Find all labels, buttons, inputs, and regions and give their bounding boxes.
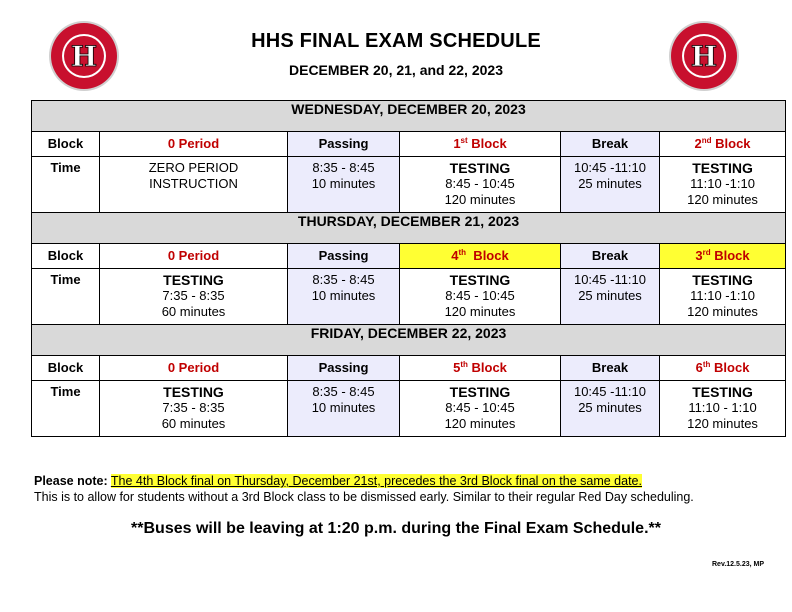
block-row-label: Block — [32, 244, 100, 269]
day-heading: THURSDAY, DECEMBER 21, 2023 — [32, 213, 786, 244]
block-name: 0 Period — [167, 360, 220, 375]
block-name: Break — [591, 360, 629, 375]
time-row — [32, 269, 786, 325]
time-cell-line: ZERO PERIOD — [148, 160, 239, 175]
time-cell-line: 8:45 - 10:45 — [445, 288, 515, 303]
block-name-cell — [100, 356, 288, 381]
block-ordinal-suffix: nd — [701, 136, 712, 145]
day-heading: WEDNESDAY, DECEMBER 20, 2023 — [32, 101, 786, 132]
block-name: Passing — [318, 360, 369, 375]
block-name-cell — [660, 132, 786, 157]
block-name-cell — [400, 244, 561, 269]
time-cell-line: 25 minutes — [578, 400, 642, 415]
block-name: Block — [467, 136, 507, 151]
block-name-cell — [561, 356, 660, 381]
note-highlight: The 4th Block final on Thursday, December 21st, precedes the 3rd Block final on the same date. — [110, 474, 642, 488]
exam-schedule-table — [31, 100, 786, 437]
time-cell-line: 10:45 -11:10 — [573, 160, 647, 175]
time-cell — [288, 157, 400, 213]
time-row — [32, 157, 786, 213]
block-name: Block — [711, 136, 751, 151]
block-ordinal-suffix: rd — [702, 248, 711, 257]
time-cell — [660, 381, 786, 437]
time-cell — [660, 269, 786, 325]
time-cell-line: TESTING — [692, 272, 753, 288]
revision-code: Rev.12.5.23, MP — [712, 561, 765, 568]
svg-text:H: H — [70, 40, 98, 73]
time-cell-line: 120 minutes — [687, 304, 758, 319]
block-name: Passing — [318, 248, 369, 263]
time-cell — [288, 381, 400, 437]
block-ordinal-suffix: th — [460, 360, 468, 369]
time-cell-line: 120 minutes — [687, 416, 758, 431]
block-name-cell — [288, 356, 400, 381]
time-cell-line: 10 minutes — [311, 176, 376, 191]
block-name-cell — [100, 132, 288, 157]
time-cell — [100, 269, 288, 325]
bus-announcement: **Buses will be leaving at 1:20 p.m. during the Final Exam Schedule.** — [131, 520, 661, 537]
time-cell-line: TESTING — [449, 384, 511, 400]
block-name: Break — [591, 248, 629, 263]
time-cell-line: 25 minutes — [578, 288, 642, 303]
block-number: 4 — [451, 248, 459, 263]
block-row-label: Block — [32, 132, 100, 157]
time-cell-line: 25 minutes — [578, 176, 642, 191]
block-name-cell — [100, 244, 288, 269]
schedule-note — [34, 473, 694, 505]
block-name-cell — [561, 244, 660, 269]
note-label: Please note: — [34, 474, 108, 488]
time-row-label: Time — [32, 157, 100, 213]
time-cell-line: 11:10 -1:10 — [690, 176, 755, 191]
block-label-row — [32, 356, 786, 381]
time-cell-line: 120 minutes — [687, 192, 758, 207]
time-cell-line: 8:35 - 8:45 — [312, 272, 375, 287]
time-cell — [561, 381, 660, 437]
block-name: Block — [467, 360, 507, 375]
block-name: Break — [591, 136, 629, 151]
svg-text:H: H — [690, 40, 718, 73]
block-name-cell — [660, 244, 786, 269]
time-cell — [100, 157, 288, 213]
block-name: 0 Period — [167, 136, 220, 151]
time-cell-line: 120 minutes — [444, 304, 516, 319]
time-cell-line: 120 minutes — [444, 416, 516, 431]
block-name-cell — [561, 132, 660, 157]
time-row-label: Time — [32, 381, 100, 437]
time-cell — [288, 269, 400, 325]
time-cell-line: 7:35 - 8:35 — [162, 288, 225, 303]
time-cell-line: INSTRUCTION — [149, 176, 238, 191]
time-cell-line: TESTING — [449, 160, 511, 176]
block-name: 0 Period — [167, 248, 220, 263]
time-cell-line: 8:45 - 10:45 — [445, 400, 515, 415]
block-label-row — [32, 244, 786, 269]
time-cell — [400, 381, 561, 437]
time-cell-line: 8:45 - 10:45 — [445, 176, 515, 191]
time-cell — [561, 157, 660, 213]
time-row-label: Time — [32, 269, 100, 325]
note-detail: This is to allow for students without a 3rd Block class to be dismissed early. Similar to their regular Red Day scheduling. — [34, 490, 694, 504]
block-label-row — [32, 132, 786, 157]
block-ordinal-suffix: th — [702, 360, 711, 369]
block-name-cell — [400, 356, 561, 381]
time-cell-line: 7:35 - 8:35 — [162, 400, 225, 415]
day-heading: FRIDAY, DECEMBER 22, 2023 — [32, 325, 786, 356]
time-cell-line: TESTING — [163, 384, 224, 400]
time-cell-line: 10 minutes — [311, 288, 376, 303]
time-cell — [660, 157, 786, 213]
time-cell — [400, 269, 561, 325]
block-ordinal-suffix: th — [458, 248, 467, 257]
block-ordinal-suffix: st — [460, 136, 468, 145]
time-cell-line: 120 minutes — [444, 192, 516, 207]
time-row — [32, 381, 786, 437]
block-number: 2 — [694, 136, 702, 151]
block-name: Block — [710, 248, 750, 263]
time-cell-line: 10:45 -11:10 — [573, 384, 647, 399]
day-header-row — [32, 325, 786, 356]
block-name-cell — [400, 132, 561, 157]
block-name: Block — [466, 248, 509, 263]
time-cell-line: 60 minutes — [161, 304, 226, 319]
block-row-label: Block — [32, 356, 100, 381]
time-cell-line: TESTING — [163, 272, 224, 288]
block-name: Passing — [318, 136, 369, 151]
block-name-cell — [288, 132, 400, 157]
time-cell — [400, 157, 561, 213]
time-cell-line: 8:35 - 8:45 — [312, 160, 375, 175]
block-name: Block — [710, 360, 750, 375]
block-number: 6 — [695, 360, 703, 375]
page-title: HHS FINAL EXAM SCHEDULE — [251, 30, 541, 52]
time-cell-line: 11:10 - 1:10 — [688, 400, 757, 415]
block-name-cell — [288, 244, 400, 269]
time-cell-line: TESTING — [692, 160, 753, 176]
time-cell-line: 10 minutes — [311, 400, 376, 415]
time-cell-line: TESTING — [692, 384, 753, 400]
day-header-row — [32, 101, 786, 132]
time-cell — [561, 269, 660, 325]
block-number: 5 — [453, 360, 461, 375]
block-name-cell — [660, 356, 786, 381]
time-cell-line: 60 minutes — [161, 416, 226, 431]
block-number: 1 — [453, 136, 461, 151]
day-header-row — [32, 213, 786, 244]
time-cell-line: TESTING — [449, 272, 511, 288]
time-cell — [100, 381, 288, 437]
time-cell-line: 8:35 - 8:45 — [312, 384, 375, 399]
time-cell-line: 10:45 -11:10 — [573, 272, 647, 287]
time-cell-line: 11:10 -1:10 — [690, 288, 755, 303]
page-subtitle: DECEMBER 20, 21, and 22, 2023 — [289, 62, 503, 78]
block-number: 3 — [695, 248, 703, 263]
